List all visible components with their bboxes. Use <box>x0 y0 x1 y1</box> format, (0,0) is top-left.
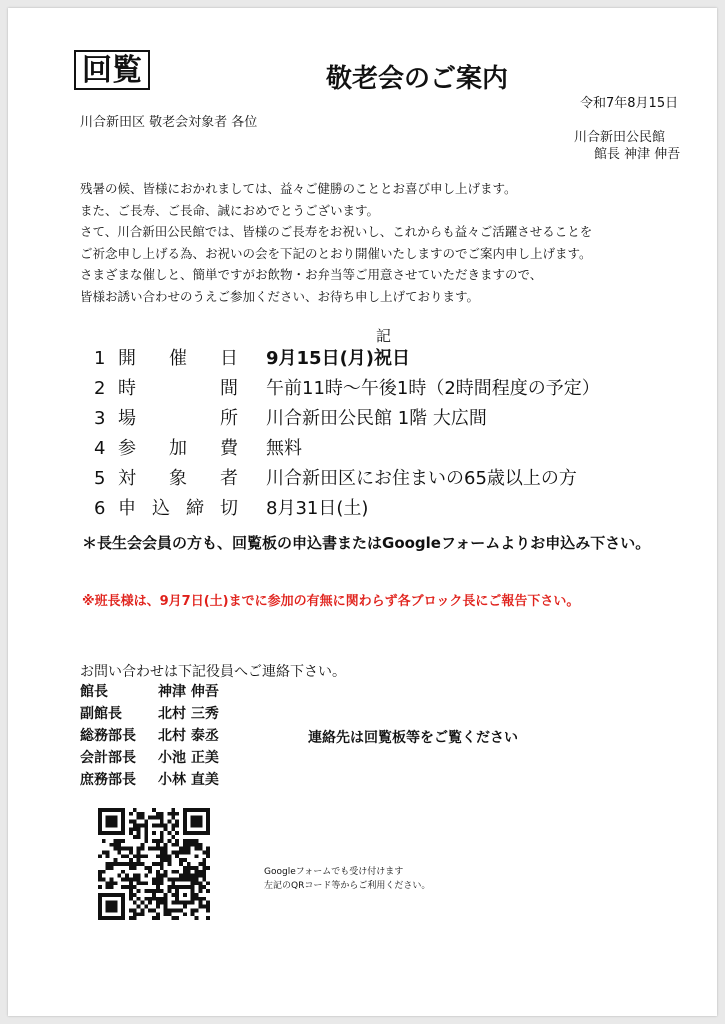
qr-caption-line: Googleフォームでも受け付けます <box>264 867 404 877</box>
sender-organization: 川合新田公民館 <box>574 130 666 145</box>
detail-number: 6 <box>94 498 106 519</box>
detail-row-time <box>94 374 600 404</box>
qr-code-icon[interactable] <box>98 808 210 920</box>
qr-caption <box>264 865 430 893</box>
contact-list <box>80 681 219 791</box>
body-line: 残暑の候、皆様におかれましては、益々ご健勝のこととお喜び申し上げます。 <box>80 181 517 196</box>
detail-label: 時間 <box>118 378 238 399</box>
detail-value: 川合新田区にお住まいの65歳以上の方 <box>266 468 577 489</box>
detail-label: 参加費 <box>118 438 238 459</box>
contact-name: 神津 伸吾 <box>158 684 219 700</box>
contact-row <box>80 703 219 725</box>
contact-role: 総務部長 <box>80 728 136 744</box>
contact-row <box>80 725 219 747</box>
contact-row <box>80 681 219 703</box>
circulation-stamp: 回覧 <box>74 50 150 90</box>
detail-value: 川合新田公民館 1階 大広間 <box>266 408 487 429</box>
detail-value: 午前11時～午後1時（2時間程度の予定） <box>266 378 600 399</box>
detail-row-fee <box>94 434 600 464</box>
document-page <box>8 8 717 1016</box>
contact-row <box>80 769 219 791</box>
detail-number: 2 <box>94 378 106 399</box>
contact-heading: お問い合わせは下記役員へご連絡下さい。 <box>80 664 346 680</box>
member-note: ＊長生会会員の方も、回覧板の申込書またはGoogleフォームよりお申込み下さい。 <box>82 534 651 552</box>
contact-note: 連絡先は回覧板等をご覧ください <box>308 730 518 746</box>
detail-number: 5 <box>94 468 106 489</box>
detail-row-deadline <box>94 494 600 524</box>
page-title: 敬老会のご案内 <box>326 64 509 94</box>
detail-number: 4 <box>94 438 106 459</box>
detail-label: 対象者 <box>118 468 238 489</box>
detail-label: 場所 <box>118 408 238 429</box>
detail-value: 9月15日(月)祝日 <box>266 348 411 369</box>
detail-row-target <box>94 464 600 494</box>
sender-name: 館長 神津 伸吾 <box>594 147 681 162</box>
ki-heading: 記 <box>376 327 392 345</box>
contact-role: 館長 <box>80 684 108 700</box>
qr-caption-line: 左記のQRコード等からご利用ください。 <box>264 881 431 891</box>
detail-row-place <box>94 404 600 434</box>
detail-value: 無料 <box>266 438 302 459</box>
detail-label: 開催日 <box>118 348 238 369</box>
detail-number: 1 <box>94 348 106 369</box>
body-line: また、ご長寿、ご長命、誠におめでとうございます。 <box>80 202 380 218</box>
contact-role: 庶務部長 <box>80 772 136 788</box>
addressee: 川合新田区 敬老会対象者 各位 <box>80 115 258 130</box>
contact-name: 小林 直美 <box>158 772 219 788</box>
detail-label: 申込締切 <box>118 498 238 519</box>
contact-name: 北村 泰丞 <box>158 728 219 744</box>
contact-name: 小池 正美 <box>158 750 219 766</box>
body-line: さまざまな催しと、簡単ですがお飲物・お弁当等ご用意させていただきますので、 <box>80 267 543 282</box>
body-line: 皆様お誘い合わせのうえご参加ください、お待ち申し上げております。 <box>80 288 480 304</box>
contact-row <box>80 747 219 769</box>
event-details <box>94 344 600 524</box>
contact-role: 会計部長 <box>80 750 136 766</box>
detail-value: 8月31日(土) <box>266 498 369 519</box>
body-line: さて、川合新田公民館では、皆様のご長寿をお祝いし、これからも益々ご活躍させることを <box>80 224 593 239</box>
detail-number: 3 <box>94 408 106 429</box>
detail-row-date <box>94 344 600 374</box>
contact-name: 北村 三秀 <box>158 706 219 722</box>
issue-date: 令和7年8月15日 <box>580 96 679 111</box>
leader-warning: ※班長様は、9月7日(土)までに参加の有無に関わらず各ブロック長にご報告下さい。 <box>82 594 580 609</box>
body-line: ご祈念申し上げる為、お祝いの会を下記のとおり開催いたしますのでご案内申し上げます。 <box>80 245 592 261</box>
contact-role: 副館長 <box>80 706 122 722</box>
greeting-body <box>80 178 592 307</box>
